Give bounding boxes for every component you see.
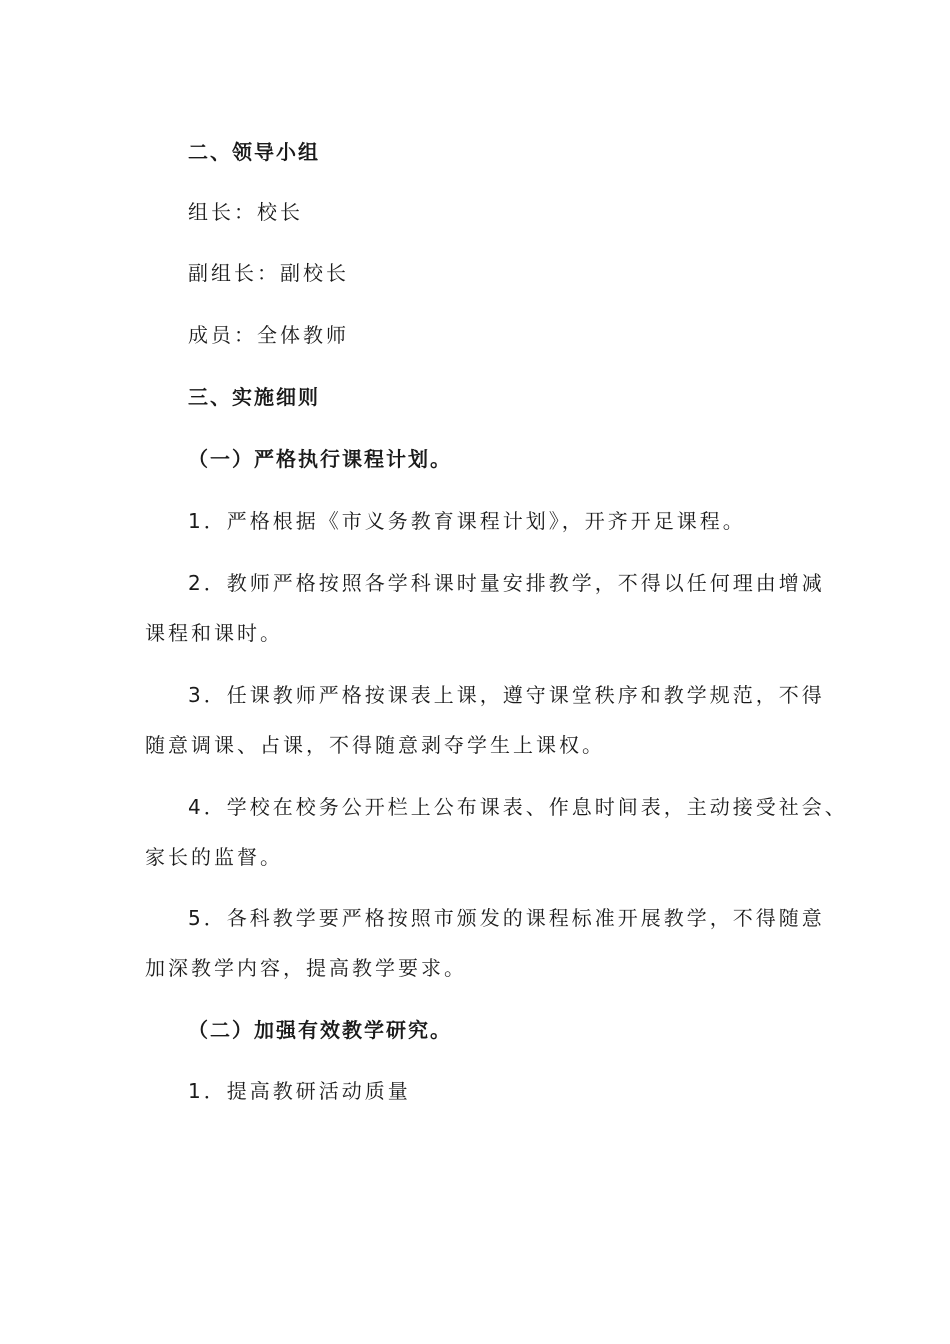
list-item-continuation: 课程和课时。 [145, 621, 283, 645]
subheading-course-plan: （一）严格执行课程计划。 [188, 447, 452, 471]
subheading-teaching-research: （二）加强有效教学研究。 [188, 1018, 452, 1042]
section-heading-leadership-group: 二、领导小组 [188, 140, 320, 164]
list-item: 1．严格根据《市义务教育课程计划》，开齐开足课程。 [188, 509, 746, 533]
list-item-continuation: 加深教学内容，提高教学要求。 [145, 956, 467, 980]
leader-line: 组长：校长 [188, 200, 303, 224]
list-item: 3．任课教师严格按课表上课，遵守课堂秩序和教学规范，不得 [188, 683, 825, 707]
list-item: 4．学校在校务公开栏上公布课表、作息时间表，主动接受社会、 [188, 795, 848, 819]
members-line: 成员：全体教师 [188, 323, 349, 347]
list-item: 2．教师严格按照各学科课时量安排教学，不得以任何理由增减 [188, 571, 825, 595]
list-item: 5．各科教学要严格按照市颁发的课程标准开展教学，不得随意 [188, 906, 825, 930]
list-item: 1．提高教研活动质量 [188, 1079, 411, 1103]
list-item-continuation: 随意调课、占课，不得随意剥夺学生上课权。 [145, 733, 605, 757]
vice-leader-line: 副组长：副校长 [188, 261, 349, 285]
list-item-continuation: 家长的监督。 [145, 845, 283, 869]
section-heading-implementation: 三、实施细则 [188, 385, 320, 409]
